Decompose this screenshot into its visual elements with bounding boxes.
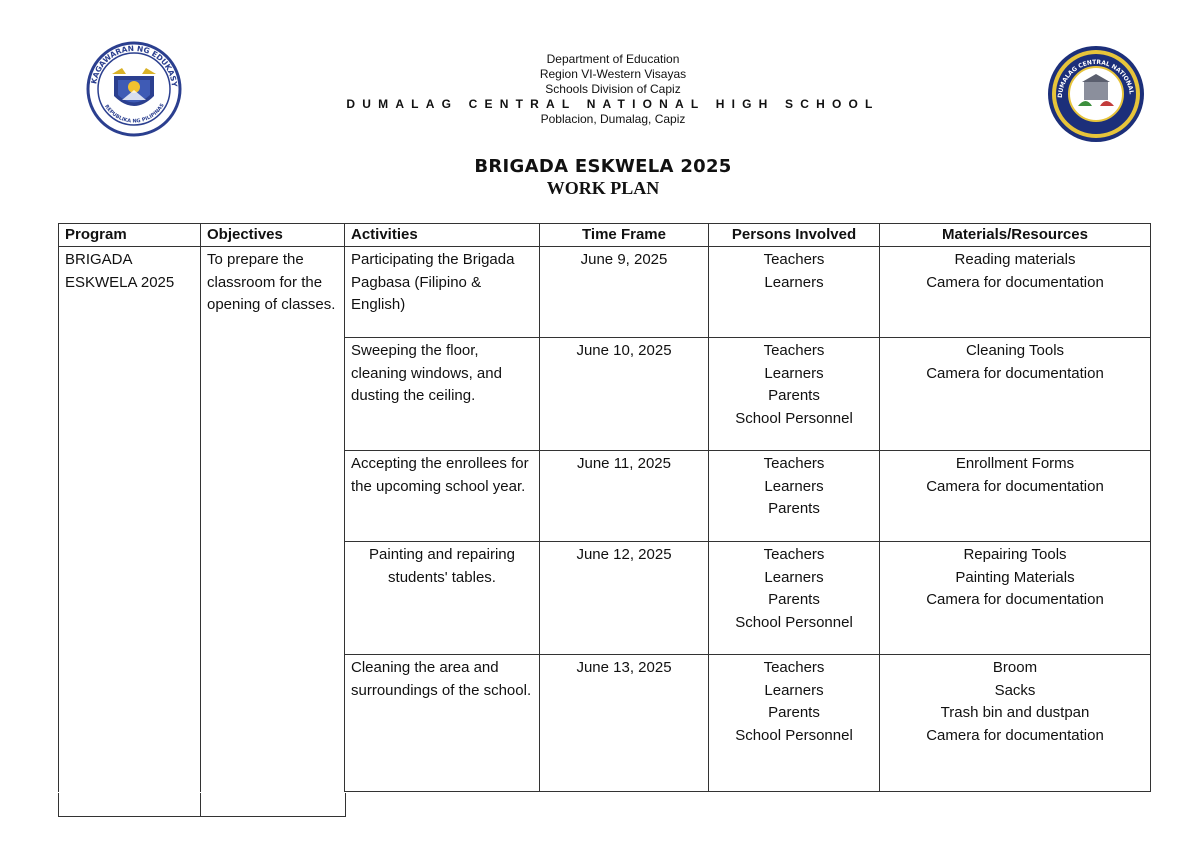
person-item: Learners xyxy=(764,273,824,291)
activity-cell: Sweeping the floor, cleaning windows, and dusting the ceiling. xyxy=(345,338,540,451)
deped-seal-top-text: KAGAWARAN NG EDUKASY xyxy=(89,43,179,88)
header-objectives: Objectives xyxy=(201,224,345,247)
persons-cell xyxy=(709,247,880,338)
person-item: Teachers xyxy=(763,546,825,563)
materials-cell xyxy=(880,655,1151,792)
person-item: School Personnel xyxy=(735,409,853,427)
materials-cell xyxy=(880,542,1151,655)
person-item: Teachers xyxy=(763,659,825,676)
time-frame-cell: June 10, 2025 xyxy=(540,338,709,451)
table-bottom-extension xyxy=(58,793,346,817)
materials-cell xyxy=(880,451,1151,542)
person-item: Parents xyxy=(768,704,820,721)
school-name: DUMALAG CENTRAL NATIONAL HIGH SCHOOL xyxy=(346,97,880,111)
persons-cell xyxy=(709,655,880,792)
header-persons-involved: Persons Involved xyxy=(709,224,880,247)
person-item: Learners xyxy=(764,681,824,699)
school-seal-text: DUMALAG CENTRAL NATIONAL xyxy=(1056,58,1135,99)
person-item: Parents xyxy=(768,387,820,404)
materials-cell xyxy=(880,338,1151,451)
person-item: Learners xyxy=(764,364,824,382)
material-item: Repairing Tools xyxy=(963,546,1067,563)
header-time-frame: Time Frame xyxy=(540,224,709,247)
deped-seal-bottom-text: REPUBLIKA NG PILIPINAS xyxy=(103,102,166,125)
objective-cell: To prepare the classroom for the opening of classes. xyxy=(201,247,345,792)
materials-cell xyxy=(880,247,1151,338)
material-item: Reading materials xyxy=(954,251,1076,268)
material-item: Trash bin and dustpan xyxy=(940,704,1090,721)
persons-cell xyxy=(709,338,880,451)
person-item: Teachers xyxy=(763,251,825,268)
material-item: Camera for documentation xyxy=(926,477,1104,495)
page-subtitle: WORK PLAN xyxy=(546,178,660,198)
person-item: Parents xyxy=(768,500,820,517)
material-item: Broom xyxy=(992,659,1038,676)
work-plan-table xyxy=(58,223,1151,792)
department-name: Department of Education xyxy=(546,52,680,66)
person-item: Teachers xyxy=(763,342,825,359)
table-bottom-divider xyxy=(200,793,201,816)
person-item: School Personnel xyxy=(735,613,853,631)
persons-cell xyxy=(709,542,880,655)
time-frame-cell: June 12, 2025 xyxy=(540,542,709,655)
letterhead xyxy=(300,52,926,127)
material-item: Enrollment Forms xyxy=(955,455,1075,472)
person-item: School Personnel xyxy=(735,726,853,744)
time-frame-cell: June 13, 2025 xyxy=(540,655,709,792)
persons-cell xyxy=(709,451,880,542)
person-item: Learners xyxy=(764,568,824,586)
school-seal-icon xyxy=(1042,44,1150,144)
division-name: Schools Division of Capiz xyxy=(545,82,681,96)
title-block xyxy=(300,156,906,198)
region-name: Region VI-Western Visayas xyxy=(539,67,687,81)
time-frame-cell: June 9, 2025 xyxy=(540,247,709,338)
activity-cell: Painting and repairing students' tables. xyxy=(345,542,540,655)
header-materials: Materials/Resources xyxy=(880,224,1151,247)
page-title: BRIGADA ESKWELA 2025 xyxy=(474,156,732,177)
material-item: Camera for documentation xyxy=(926,273,1104,291)
program-cell: BRIGADA ESKWELA 2025 xyxy=(59,247,201,792)
table-header-row xyxy=(59,224,1151,247)
person-item: Parents xyxy=(768,591,820,608)
header-activities: Activities xyxy=(345,224,540,247)
table-row xyxy=(59,247,1151,338)
deped-seal-icon xyxy=(82,40,186,138)
person-item: Teachers xyxy=(763,455,825,472)
school-address: Poblacion, Dumalag, Capiz xyxy=(540,112,686,126)
header-program: Program xyxy=(59,224,201,247)
material-item: Sacks xyxy=(994,681,1036,699)
activity-cell: Participating the Brigada Pagbasa (Filipino & English) xyxy=(345,247,540,338)
material-item: Cleaning Tools xyxy=(965,342,1065,359)
material-item: Camera for documentation xyxy=(926,591,1104,608)
material-item: Painting Materials xyxy=(955,568,1075,586)
material-item: Camera for documentation xyxy=(926,726,1104,744)
material-item: Camera for documentation xyxy=(926,364,1104,382)
activity-cell: Cleaning the area and surroundings of the school. xyxy=(345,655,540,792)
time-frame-cell: June 11, 2025 xyxy=(540,451,709,542)
activity-cell: Accepting the enrollees for the upcoming school year. xyxy=(345,451,540,542)
person-item: Learners xyxy=(764,477,824,495)
